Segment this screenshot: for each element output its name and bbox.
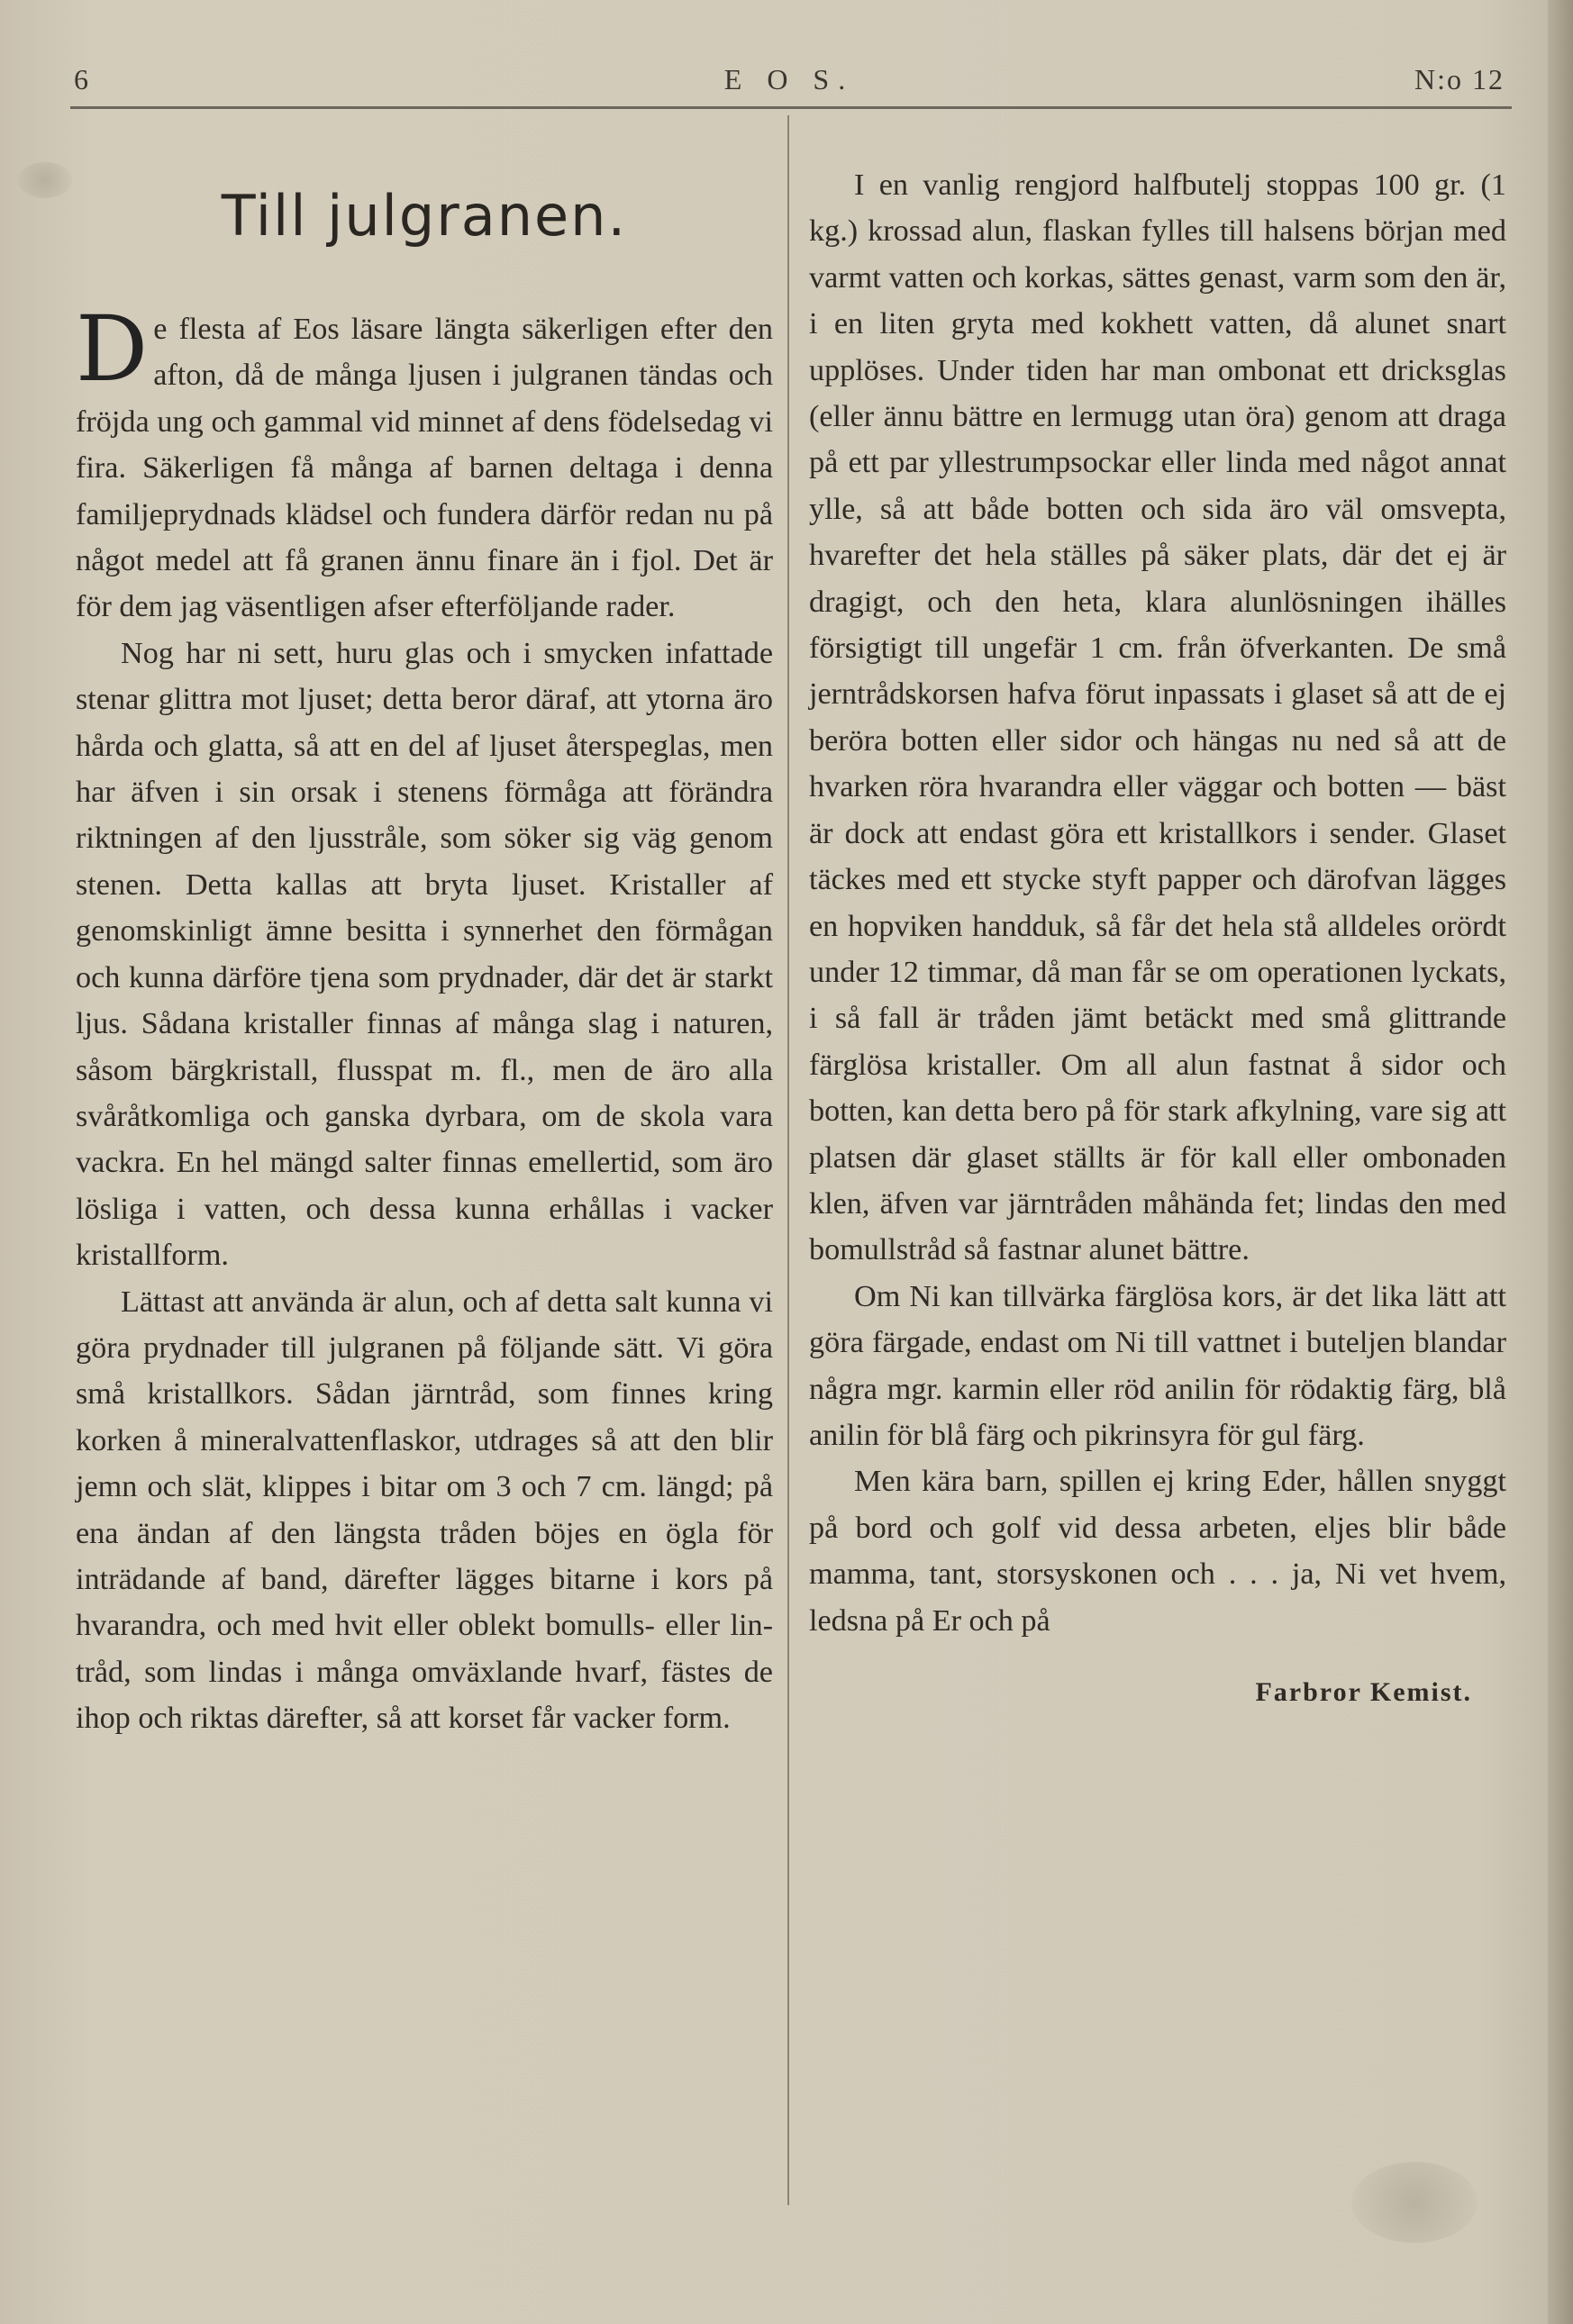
header-rule	[70, 106, 1512, 109]
paragraph-3: Lättast att använda är alun, och af detta salt kunna vi göra prydnader till julgranen på följande sätt. Vi göra små kristallkors. Sådan järntråd, som finnes kring korken å mineralvattenflaskor, utdrages så att den blir jemn och slät, klippes i bitar om 3 och 7 cm. längd; på ena ändan af den längsta tråden böjes en ögla för inträdande af band, därefter lägges bitarne i kors på hvarandra, och med hvit eller oblekt bomulls- eller lintråd, som lindas i många omväxlande hvarf, fästes de ihop och riktas därefter, så att korset får vacker form.	[76, 1285, 773, 1736]
page-number: 6	[74, 63, 88, 95]
paragraph-1-text: e flesta af Eos läsare längta säkerligen efter den afton, då de många ljusen i julgranen tändas och fröjda ung och gammal vid minnet af dens födelsedag vi fira. Säkerligen få många af barnen deltaga i denna familjeprydnads klädsel och fundera därför redan nu på något medel att få granen ännu finare än i fjol. Det är för dem jag väsentligen afser efterföljande rader.	[76, 313, 773, 624]
paragraph-4: I en vanlig rengjord halfbutelj stoppas 100 gr. (1 kg.) krossad alun, flaskan fylles till halsens början med varmt vatten och korkas, sättes genast, varm som den är, i en liten gryta med kokhett vatten, då alunet snart upplöses. Under tiden har man ombonat ett dricksglas (eller ännu bättre en lermugg utan öra) genom att draga på ett par yllestrumpsockar eller linda med något annat ylle, så att både botten och sida äro väl omsvepta, hvarefter det hela ställes på säker plats, där det ej är dragigt, och den heta, klara alunlösningen ihälles försigtigt till ungefär 1 cm. från öfverkanten. De små jerntrådskorsen hafva förut inpassats i glaset så att de ej beröra botten eller sidor och hängas nu ned så att de hvarken röra hvarandra eller väggar och botten — bäst är dock att endast göra ett kristallkors i sender. Glaset täckes med ett stycke styft papper och därofvan lägges en hopviken handduk, så får det hela stå alldeles orördt under 12 timmar, då man får se om operationen lyckats, i så fall är tråden jämt betäckt med små glittrande färglösa kristaller. Om all alun fastnat å sidor och botten, kan detta bero på för stark afkylning, vare sig att platsen där glaset ställts är för kall eller ombonaden klen, äfven var järntråden måhända fet; lindas den med bomullstråd så fastnar alunet bättre.	[809, 168, 1506, 1267]
paragraph-6: Men kära barn, spillen ej kring Eder, hållen snyggt på bord och golf vid dessa arbeten, eljes blir både mamma, tant, storsyskonen och . . . ja, Ni vet hvem, ledsna på Er och på	[809, 1465, 1506, 1638]
masthead: E O S.	[723, 63, 855, 95]
paragraph-2: Nog har ni sett, huru glas och i smycken infattade stenar glittra mot ljuset; detta beror däraf, att ytorna äro hårda och glatta, så att en del af ljuset återspeglas, men har äfven i sin orsak i stenens förmåga att förändra riktningen af den ljusstråle, som söker sig väg genom stenen. Detta kallas att bryta ljuset. Kristaller af genomskinligt ämne besitta i synnerhet den förmågan och kunna därföre tjena som prydnader, där det är starkt ljus. Sådana kristaller finnas af många slag i naturen, såsom bärgkristall, flusspat m. fl., men de äro alla svåråtkomliga och ganska dyrbara, om de skola vara vackra. En hel mängd salter finnas emellertid, som äro lösliga i vatten, och dessa kunna erhållas i vacker kristallform.	[76, 636, 773, 1273]
left-column	[76, 144, 773, 1742]
paper-stain	[1351, 2162, 1478, 2243]
page-edge-shadow	[1548, 0, 1573, 2324]
article-title: Till julgranen.	[221, 183, 628, 249]
dropcap-letter: D	[76, 296, 149, 402]
paper-stain	[18, 162, 72, 198]
issue-number: N:o 12	[1414, 63, 1505, 95]
page-header	[74, 63, 1505, 108]
right-column	[809, 162, 1506, 1715]
paragraph-1	[76, 296, 773, 631]
paragraph-5: Om Ni kan tillvärka färglösa kors, är det lika lätt att göra färgade, endast om Ni till vattnet i buteljen blandar några mgr. karmin eller röd anilin för rödaktig färg, blå anilin för blå färg och pikrinsyra för gul färg.	[809, 1279, 1506, 1452]
column-divider	[787, 115, 789, 2205]
author-signature: Farbror Kemist.	[1255, 1677, 1472, 1707]
